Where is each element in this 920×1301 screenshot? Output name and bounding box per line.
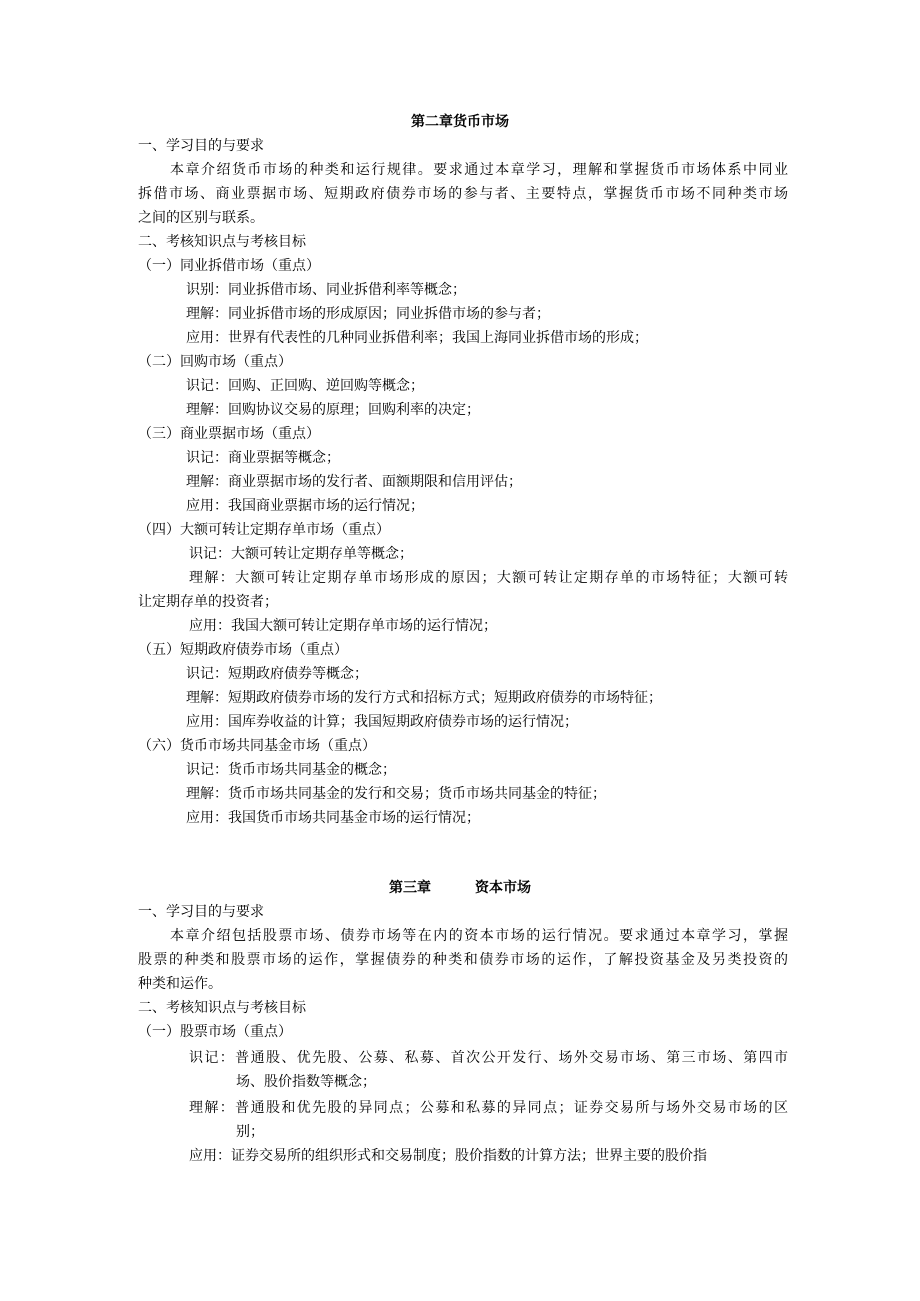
topic-line: 应用：我国商业票据市场的运行情况； [186, 498, 424, 514]
topic-line: 理解：同业拆借市场的形成原因；同业拆借市场的参与者； [186, 306, 550, 322]
topic-line: 识记：普通股、优先股、公募、私募、首次公开发行、场外交易市场、第三市场、第四市 [189, 1050, 788, 1066]
topic-heading: （三）商业票据市场（重点） [138, 426, 320, 442]
chapter3-section2-heading: 二、考核知识点与考核目标 [138, 1000, 306, 1016]
topic-line: 识记：商业票据等概念； [186, 450, 340, 466]
chapter3-intro-line: 本章介绍包括股票市场、债券市场等在内的资本市场的运行情况。要求通过本章学习，掌握 [170, 928, 788, 944]
topic-line: 识记：短期政府债券等概念； [186, 666, 368, 682]
chapter2-intro-line: 本章介绍货币市场的种类和运行规律。要求通过本章学习，理解和掌握货币市场体系中同业 [170, 162, 788, 178]
topic-heading: （四）大额可转让定期存单市场（重点） [138, 522, 390, 538]
chapter3-section1-heading: 一、学习目的与要求 [138, 904, 264, 920]
topic-line: 应用：国库券收益的计算；我国短期政府债券市场的运行情况； [186, 714, 578, 730]
chapter2-title: 第二章货币市场 [411, 114, 509, 130]
topic-line: 理解：普通股和优先股的异同点；公募和私募的异同点；证券交易所与场外交易市场的区 [189, 1100, 788, 1116]
topic-heading: （二）回购市场（重点） [138, 354, 292, 370]
topic-line: 识别：同业拆借市场、同业拆借利率等概念； [186, 282, 466, 298]
chapter3-title [138, 876, 782, 900]
topic-line: 让定期存单的投资者； [138, 594, 278, 610]
topic-line: 识记：货币市场共同基金的概念； [186, 762, 396, 778]
topic-line: 场、股价指数等概念； [236, 1074, 376, 1090]
chapter2-intro-line: 之间的区别与联系。 [138, 210, 264, 226]
topic-line: 应用：证券交易所的组织形式和交易制度；股价指数的计算方法；世界主要的股价指 [189, 1148, 707, 1164]
topic-heading: （一）股票市场（重点） [138, 1024, 292, 1040]
topic-line: 理解：短期政府债券市场的发行方式和招标方式；短期政府债券的市场特征； [186, 690, 662, 706]
topic-line: 应用：我国货币市场共同基金市场的运行情况； [186, 810, 480, 826]
topic-heading: （五）短期政府债券市场（重点） [138, 642, 348, 658]
topic-line: 理解：大额可转让定期存单市场形成的原因；大额可转让定期存单的市场特征；大额可转 [189, 570, 788, 586]
chapter2-intro-line: 拆借市场、商业票据市场、短期政府债券市场的参与者、主要特点，掌握货币市场不同种类市场 [138, 186, 788, 202]
topic-line: 理解：货币市场共同基金的发行和交易；货币市场共同基金的特征； [186, 786, 606, 802]
topic-heading: （六）货币市场共同基金市场（重点） [138, 738, 376, 754]
topic-heading: （一）同业拆借市场（重点） [138, 258, 320, 274]
chapter2-section1-heading: 一、学习目的与要求 [138, 138, 264, 154]
topic-line: 别； [236, 1124, 264, 1140]
chapter2-section2-heading: 二、考核知识点与考核目标 [138, 234, 306, 250]
topic-line: 应用：世界有代表性的几种同业拆借利率；我国上海同业拆借市场的形成； [186, 330, 648, 346]
topic-line: 理解：商业票据市场的发行者、面额期限和信用评估； [186, 474, 522, 490]
topic-line: 应用：我国大额可转让定期存单市场的运行情况； [189, 618, 497, 634]
chapter3-title-text: 资本市场 [475, 880, 531, 896]
topic-line: 识记：回购、正回购、逆回购等概念； [186, 378, 424, 394]
chapter3-title-number: 第三章 [389, 880, 431, 896]
chapter3-intro-line: 种类和运作。 [138, 976, 222, 992]
chapter3-intro-line: 股票的种类和股票市场的运作，掌握债券的种类和债券市场的运作，了解投资基金及另类投资的 [138, 952, 788, 968]
topic-line: 理解：回购协议交易的原理；回购利率的决定； [186, 402, 480, 418]
topic-line: 识记：大额可转让定期存单等概念； [189, 546, 413, 562]
